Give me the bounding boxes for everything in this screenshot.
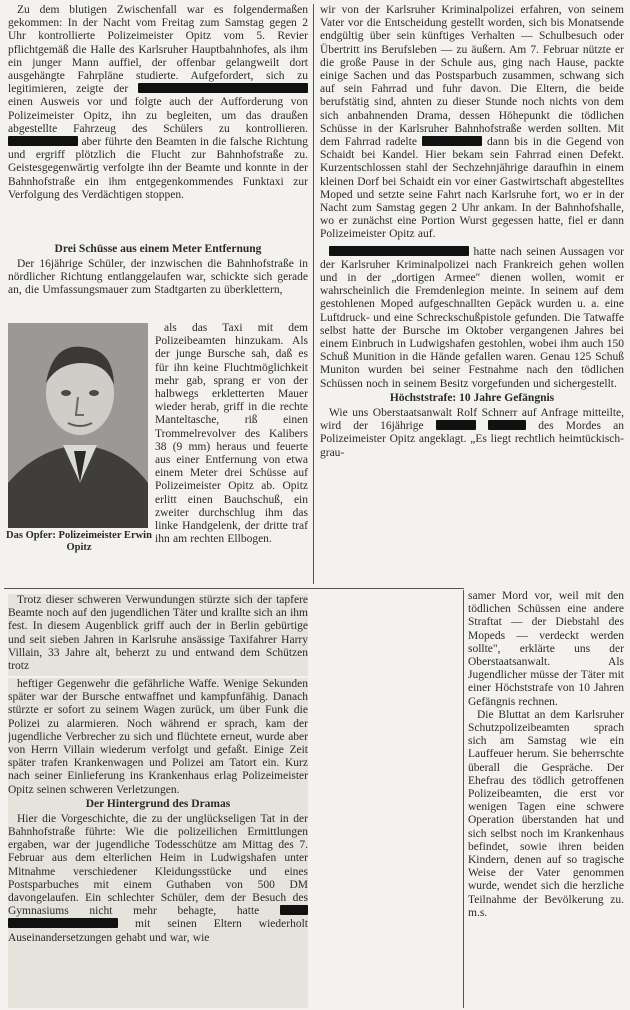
col3-text-block <box>468 590 624 1008</box>
redaction-bar <box>422 136 482 146</box>
col1-text-b: einen Ausweis vor und folgte auch der Aufforderung von Polizeimeister Opitz, ihn zu begleiten, um das draußen abgestellte Fahrzeug des Schülers zu kontrollieren. <box>8 96 308 135</box>
photo-caption: Das Opfer: Polizeimeister Erwin Opitz <box>6 530 152 553</box>
col2-text-a: wir von der Karlsruher Kriminalpolizei erfahren, von seinem Vater vor die Entscheidung gestellt worden, sich bis Monatsende endgültig über sein künftiges Verhalten — Schulbesuch oder Übertritt ins Berufsleben — zu äußern. Am 7. Februar nützte er die große Pause in der Schule aus, ging nach Hause, packte einige Sachen und das Postsparbuch zusammen, schwang sich auf sein Fahrrad und fuhr davon. Die Eltern, die beide berufstätig sind, ahnten zu dieser Stunde noch nichts von dem sich anbahnenden Drama, dessen Höhepunkt die tödlichen Schüsse in der Karlsruher Bahnhofstraße werden sollten. Mit dem Fahrrad radelte <box>320 4 624 149</box>
col1-heading-block <box>8 242 308 322</box>
redaction-bar <box>138 83 308 93</box>
column-divider <box>313 4 314 584</box>
portrait-image <box>8 323 148 528</box>
redaction-bar <box>8 136 78 146</box>
col1-text-bottom-a: Trotz dieser schweren Verwundungen stürzte sich der tapfere Beamte noch auf den jugendlichen Täter und krallte sich an ihm fest. In diesem Augenblick griff auch der in Berlin gebürtige und seit sieben Jahren in Karlsruhe ansässige Taxifahrer Harry Villain, 33 Jahre alt, beherzt zu und entwand dem Schützen trotz <box>8 594 308 673</box>
col1-text-narrow: als das Taxi mit dem Polizeibeamten hinzukam. Als der junge Bursche sah, daß es für ihn keine Fluchtmöglichkeit mehr gab, sprang er von der halbwegs erkletterten Mauer wieder herab, griff in die rechte Manteltasche, riß einen Trommelrevolver des Kalibers 38 (9 mm) heraus und feuerte aus einer Entfernung von etwa einem Meter drei Schüsse auf Polizeimeister Opitz ab. Opitz erlitt einen Bauchschuß, ein zweiter durchschlug ihm das linke Handgelenk, der dritte traf ihn am rechten Ellbogen. <box>155 322 308 546</box>
column-divider <box>463 590 464 1008</box>
col1-text-c: aber führte den Beamten in die falsche Richtung und ergriff plötzlich die Flucht zur Bahnhofstraße zu. Geistesgegenwärtig verfolgte ihn der Beamte und konnte in der Bahnhofstraße ein ihm entgegenkommendes Funktaxi zur Verfolgung des Verdächtigen stoppen. <box>8 136 308 201</box>
col1-bottom-b <box>8 678 308 1008</box>
victim-photo <box>8 323 148 528</box>
col1-narrow-text <box>155 322 308 559</box>
col3-text-b: Die Bluttat an dem Karlsruher Schutzpolizeibeamten sprach sich am Samstag wie ein Lauffeuer herum. Sie beherrschte überall die Gespräche. Der Ehefrau des tödlich getroffenen Polizeibeamten, die erst vor wenigen Tagen eine schwere Operation überstanden hat und sich selbst noch im Krankenhaus befindet, sowie ihren beiden Kindern, denen auf so tragische Weise der Vater genommen wurde, wendet sich die herzliche Teilnahme der Bevölkerung zu. m.s. <box>468 708 624 919</box>
redaction-bar <box>280 905 308 915</box>
col1-text-bottom-b: heftiger Gegenwehr die gefährliche Waffe. Wenige Sekunden später war der Bursche entwaffnet und kampfunfähig. Danach stürzte er sofort zu seinem Wagen zurück, um über Funk die Polizei zu alarmieren. Noch während er sprach, kam der jugendliche Verbrecher zu sich und flüchtete erneut, wurde aber von Herrn Villain wiederum verfolgt und gefaßt. Einige Zeit später trafen Krankenwagen und Polizei am Tatort ein. Kurz nach seiner Einlieferung ins Krankenhaus erlag Polizeimeister Opitz seinen schweren Verletzungen. <box>8 678 308 796</box>
col2-text-b: dann bis in die Gegend von Schaidt bei Kandel. Hier bekam sein Fahrrad einen Defekt. Kurzentschlossen stahl der Sechzehnjährige daraufhin in einem kleinen Dorf bei Schaidt ein vor einer Gastwirtschaft abgestelltes Moped und setzte seine Fahrt nach Karlsruhe fort, wo er in der Nacht zum Samstag gegen 2 Uhr ankam. In der Bahnhofshalle, wo er zunächst eine Portion Wurst gegessen hatte, fiel er dann Polizeimeister Opitz auf. <box>320 136 624 241</box>
separator-line <box>4 588 464 589</box>
redaction-bar <box>329 246 469 256</box>
col1-bottom-a <box>8 594 308 676</box>
col1-top-text <box>8 4 308 242</box>
col1-text-a: Zu dem blutigen Zwischenfall war es folgendermaßen gekommen: In der Nacht vom Freitag zum Samstag gegen 2 Uhr kontrollierte Polizeimeister Opitz vom 5. Revier pflichtgemäß die Halle des Karlsruher Hauptbahnhofes, als ihm ein junger Mann auffiel, der offenbar gelangweilt dort ausgehängte Fahrpläne studierte. Aufgefordert, sich zu legitimieren, zeigte der <box>8 4 308 96</box>
col1-text-bottom-d: mit seinen Eltern wiederholt Auseinandersetzungen gehabt und war, wie <box>8 918 308 944</box>
redaction-bar <box>436 420 476 430</box>
col3-text: samer Mord vor, weil mit den tödlichen Schüssen eine andere Straftat — der Diebstahl des Mopeds — verdeckt werden sollte", erklärte uns der Oberstaatsanwalt. Als Jugendlicher müsse der Täter mit einer Höchststrafe von 10 Jahren Gefängnis rechnen. <box>468 590 624 708</box>
col1-text-mid: Der 16jährige Schüler, der inzwischen die Bahnhofstraße in nördlicher Richtung entlanggelaufen war, schickte sich gerade an, die Umfassungsmauer zum Stadtgarten zu überklettern, <box>8 258 308 297</box>
col2-text-e: des Mordes an Polizeimeister Opitz angeklagt. „Es liegt rechtlich heimtückisch-grau- <box>320 420 624 459</box>
col1-text-bottom-c: Hier die Vorgeschichte, die zu der unglückseligen Tat in der Bahnhofstraße führte: Wie die polizeilichen Ermittlungen ergaben, war der jugendliche Todesschütze am Mittag des 7. Februar aus dem elterlichen Heim in Ludwigshafen unter Mitnahme verschiedener Kleidungsstücke und eines Postsparbuches mit einem Guthaben von 500 DM davongelaufen. Ein schlechter Schüler, dem der Besuch des Gymnasiums nicht mehr behagte, hatte <box>8 812 308 918</box>
heading-max-sentence: Höchststrafe: 10 Jahre Gefängnis <box>389 391 555 404</box>
col2-text-d: Wie uns Oberstaatsanwalt Rolf Schnerr auf Anfrage mitteilte, wird der 16jährige <box>320 406 624 433</box>
col2-text-c: hatte nach seinen Aussagen vor der Karlsruher Kriminalpolizei nach Frankreich gehen wollen und in der „dortigen Armee" dienen wollen, womit er wahrscheinlich die Fremdenlegion meinte. In seinem auf dem gestohlenen Moped aufgeschnallten Gepäck wurden u. a. eine Luftdruck- und eine Schreckschußpistole gefunden. Die Tatwaffe selbst hatte der Bursche im Oktober vergangenen Jahres bei einem Einbruch in Ludwigshafen gestohlen, wobei ihm auch 150 Schuß Munition in die Hände gefallen waren. Genau 125 Schuß Muniton wurden bei seiner Festnahme nach den tödlichen Schüssen noch in seinem Besitz vorgefunden und sichergestellt. <box>320 245 624 390</box>
heading-background: Der Hintergrund des Dramas <box>85 797 231 810</box>
redaction-bar <box>488 420 526 430</box>
col2-text-block <box>320 4 624 582</box>
redaction-bar <box>8 918 118 928</box>
heading-three-shots: Drei Schüsse aus einem Meter Entfernung <box>54 243 262 255</box>
